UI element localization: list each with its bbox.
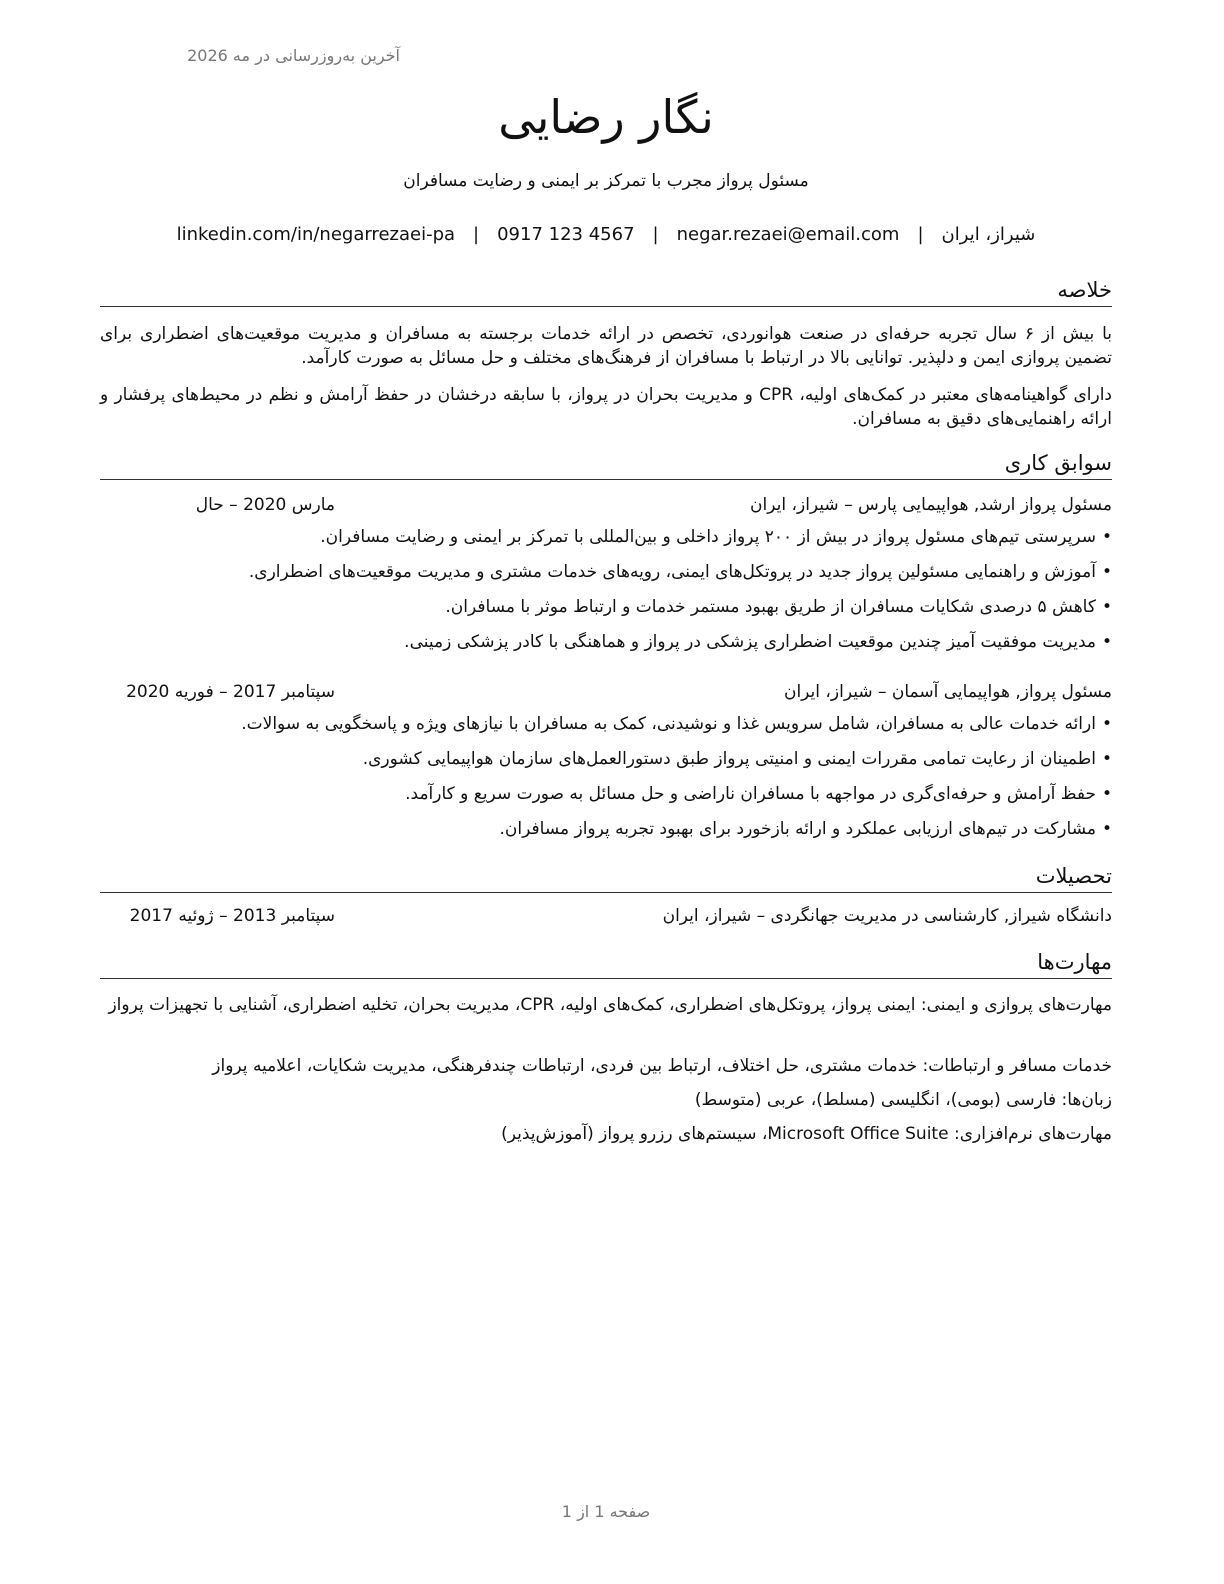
candidate-name: نگار رضایی (498, 90, 714, 144)
bullet-dot-icon: • (1101, 714, 1112, 734)
last-updated-note: آخرین به‌روزرسانی در مه 2026 (187, 46, 400, 65)
job-bullet: •حفظ آرامش و حرفه‌ای‌گری در مواجهه با مسافران ناراضی و حل مسائل به صورت سریع و کارآمد. (405, 784, 1112, 804)
job-bullet: •کاهش ۵ درصدی شکایات مسافران از طریق بهبود مستمر خدمات و ارتباط موثر با مسافران. (445, 597, 1112, 617)
contact-separator: | (652, 224, 659, 245)
bullet-dot-icon: • (1101, 632, 1112, 652)
education-entry (100, 906, 1112, 930)
bullet-dot-icon: • (1101, 819, 1112, 839)
job-role: مسئول پرواز ارشد, هواپیمایی پارس – شیراز، ایران (750, 495, 1112, 515)
skills-heading: مهارت‌ها (100, 948, 1112, 979)
job-role: مسئول پرواز, هواپیمایی آسمان – شیراز، ایران (783, 682, 1112, 702)
job-bullet-list (100, 525, 1112, 665)
skills-line: مهارت‌های پروازی و ایمنی: ایمنی پرواز، پروتکل‌های اضطراری، کمک‌های اولیه، CPR، مدیریت بحران، تخلیه اضطراری، آشنایی با تجهیزات پرواز (108, 995, 1112, 1015)
job-bullet: •آموزش و راهنمایی مسئولین پرواز جدید در پروتکل‌های ایمنی، رویه‌های خدمات مشتری و مدیریت موقعیت‌های اضطراری. (248, 562, 1112, 582)
job-header (100, 682, 1112, 706)
bullet-dot-icon: • (1101, 784, 1112, 804)
contact-separator: | (917, 224, 924, 245)
summary-paragraph: با بیش از ۶ سال تجربه حرفه‌ای در صنعت هوانوردی، تخصص در ارائه خدمات برجسته به مسافران و مدیریت موقعیت‌های اضطراری برای تضمین پروازی ایمن و دلپذیر. توانایی بالا در ارتباط با مسافران از فرهنگ‌های مختلف و حل مسائل به صورت کارآمد. (100, 324, 1113, 368)
job-bullet: •ارائه خدمات عالی به مسافران، شامل سرویس غذا و نوشیدنی، کمک به مسافران با نیازهای ویژه و پاسخگویی به سوالات. (241, 714, 1112, 734)
bullet-dot-icon: • (1101, 527, 1112, 547)
resume-page (100, 0, 1112, 1584)
skills-line: زبان‌ها: فارسی (بومی)، انگلیسی (مسلط)، عربی (متوسط) (694, 1090, 1112, 1110)
bullet-dot-icon: • (1101, 562, 1112, 582)
skills-line: مهارت‌های نرم‌افزاری: Microsoft Office Suite، سیستم‌های رزرو پرواز (آموزش‌پذیر) (501, 1124, 1112, 1144)
contact-separator: | (473, 224, 480, 245)
contact-line (100, 224, 1112, 245)
candidate-tagline: مسئول پرواز مجرب با تمرکز بر ایمنی و رضایت مسافران (403, 171, 809, 191)
bullet-dot-icon: • (1101, 749, 1112, 769)
job-dates: سپتامبر 2017 – فوریه 2020 (126, 682, 335, 702)
job-bullet: •سرپرستی تیم‌های مسئول پرواز در بیش از ۲۰۰ پرواز داخلی و بین‌المللی با تمرکز بر ایمنی و رضایت مسافران. (320, 527, 1112, 547)
education-dates: سپتامبر 2013 – ژوئیه 2017 (129, 906, 335, 926)
bullet-dot-icon: • (1101, 597, 1112, 617)
contact-linkedin[interactable]: linkedin.com/in/negarrezaei-pa (176, 224, 456, 245)
job-bullet: •مشارکت در تیم‌های ارزیابی عملکرد و ارائه بازخورد برای بهبود تجربه پرواز مسافران. (499, 819, 1112, 839)
summary-heading: خلاصه (100, 276, 1112, 307)
job-bullet: •اطمینان از رعایت تمامی مقررات ایمنی و امنیتی پرواز طبق دستورالعمل‌های سازمان هواپیمایی کشوری. (362, 749, 1112, 769)
education-degree: دانشگاه شیراز, کارشناسی در مدیریت جهانگردی – شیراز، ایران (662, 906, 1112, 926)
job-bullet: •مدیریت موفقیت آمیز چندین موقعیت اضطراری پزشکی در پرواز و هماهنگی با کادر پزشکی زمینی. (404, 632, 1112, 652)
contact-location: شیراز، ایران (941, 224, 1036, 245)
job-header (100, 495, 1112, 519)
contact-email[interactable]: negar.rezaei@email.com (676, 224, 900, 245)
skills-line: خدمات مسافر و ارتباطات: خدمات مشتری، حل اختلاف، ارتباط بین فردی، ارتباطات چندفرهنگی، مدیریت شکایات، اعلامیه پرواز (212, 1056, 1112, 1076)
job-bullet-list (100, 712, 1112, 852)
job-dates: مارس 2020 – حال (195, 495, 335, 515)
summary-paragraph: دارای گواهینامه‌های معتبر در کمک‌های اولیه، CPR و مدیریت بحران در پرواز، با سابقه درخشان در حفظ آرامش و نظم در محیط‌های پرفشار و ارائه راهنمایی‌های دقیق به مسافران. (100, 385, 1112, 429)
experience-heading: سوابق کاری (100, 449, 1112, 480)
education-heading: تحصیلات (100, 862, 1112, 893)
contact-phone[interactable]: 0917 123 4567 (497, 224, 635, 245)
page-number: صفحه 1 از 1 (561, 1502, 651, 1521)
